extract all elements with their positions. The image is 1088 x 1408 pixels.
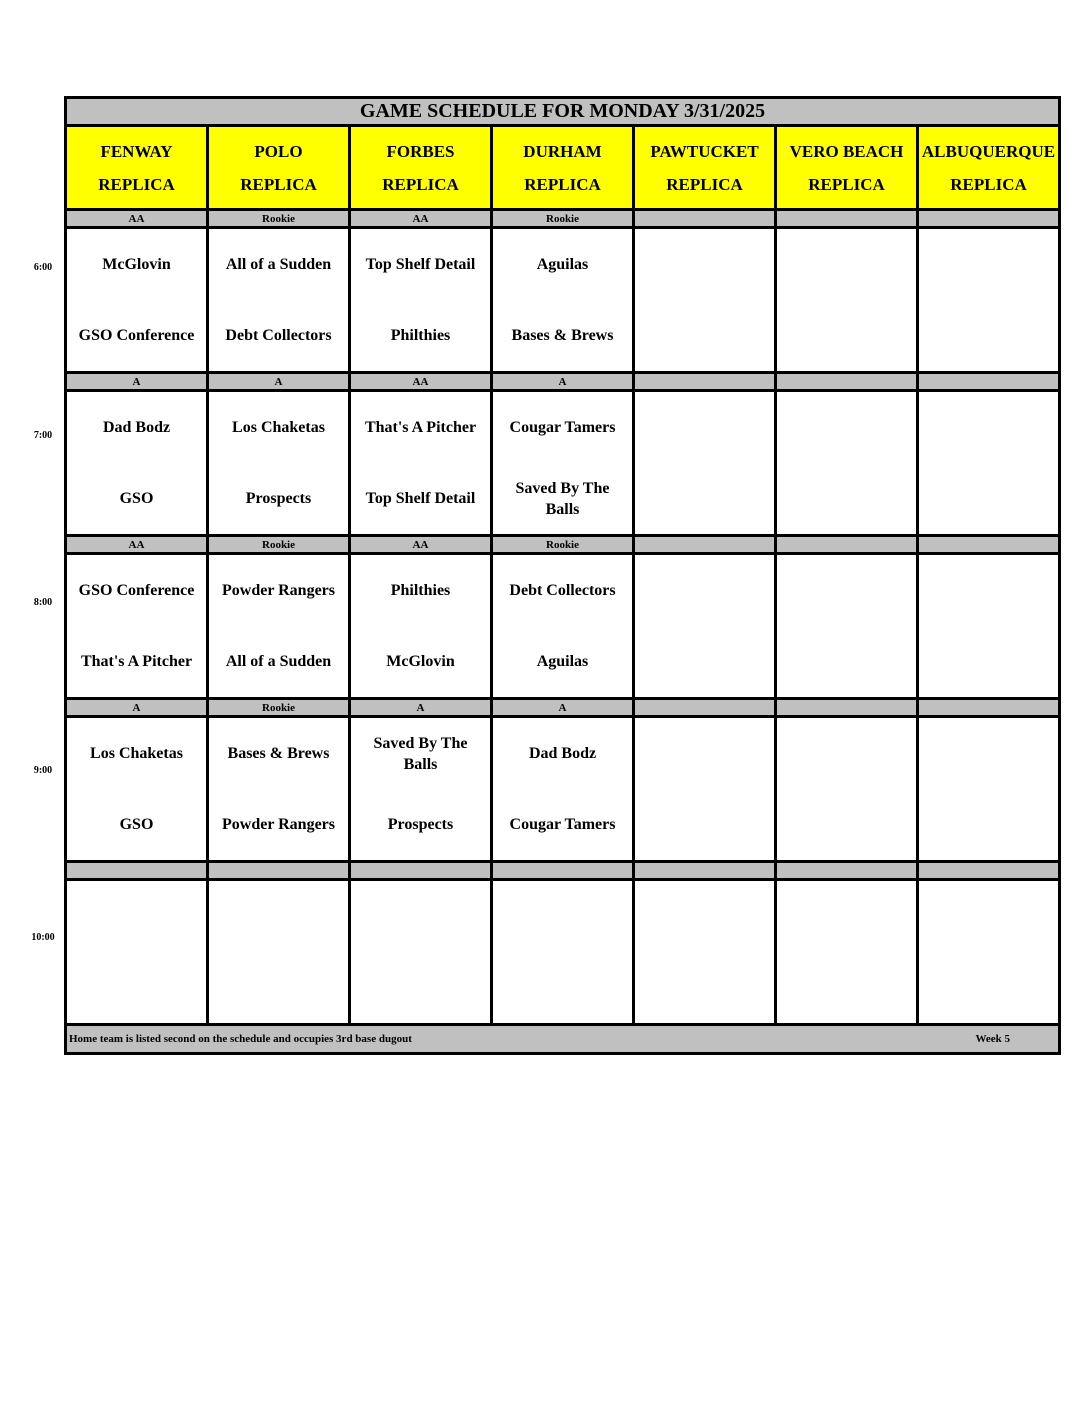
game-cell (634, 554, 776, 699)
field-subtitle: REPLICA (240, 174, 317, 194)
home-team: McGlovin (386, 653, 455, 670)
game-cell (208, 554, 350, 699)
game-cell (208, 391, 350, 536)
away-team (777, 555, 916, 626)
home-team (919, 463, 1058, 534)
game-cell (208, 717, 350, 862)
game-row (66, 554, 1060, 699)
division-level (634, 536, 776, 554)
time-label: 9:00 (33, 765, 53, 776)
game-cell (776, 554, 918, 699)
game-cell (350, 391, 492, 536)
division-level (918, 699, 1060, 717)
away-team: Debt Collectors (509, 582, 616, 599)
home-team: Cougar Tamers (509, 816, 616, 833)
away-team (635, 555, 774, 626)
game-cell (66, 228, 208, 373)
away-team (67, 881, 206, 952)
game-cell (918, 880, 1060, 1025)
home-team: Bases & Brews (511, 327, 614, 344)
footer-content (67, 1033, 1058, 1045)
field-name: FENWAY (100, 141, 173, 161)
level-row (66, 862, 1060, 880)
home-team (209, 952, 348, 1023)
division-level: Rookie (208, 210, 350, 228)
division-level: A (208, 373, 350, 391)
game-cell (918, 554, 1060, 699)
away-team (919, 881, 1058, 952)
field-subtitle: REPLICA (98, 174, 175, 194)
division-level (918, 862, 1060, 880)
home-team: All of a Sudden (225, 653, 332, 670)
game-row (66, 880, 1060, 1025)
game-row (66, 717, 1060, 862)
home-team (919, 626, 1058, 697)
field-header (918, 126, 1060, 210)
away-team: All of a Sudden (225, 256, 332, 273)
away-team (777, 881, 916, 952)
home-team (777, 463, 916, 534)
division-level: AA (350, 536, 492, 554)
game-cell (634, 717, 776, 862)
game-cell (66, 554, 208, 699)
division-level: Rookie (208, 536, 350, 554)
division-level (634, 210, 776, 228)
away-team: McGlovin (102, 256, 171, 273)
schedule-title: GAME SCHEDULE FOR MONDAY 3/31/2025 (66, 98, 1060, 126)
division-level (776, 699, 918, 717)
field-subtitle: REPLICA (808, 174, 885, 194)
away-team: Powder Rangers (221, 582, 336, 599)
away-team: Cougar Tamers (509, 419, 616, 436)
field-name: DURHAM (523, 141, 602, 161)
game-cell (492, 391, 634, 536)
division-level (350, 862, 492, 880)
game-row (66, 228, 1060, 373)
game-cell (66, 391, 208, 536)
game-cell (776, 228, 918, 373)
field-subtitle: REPLICA (666, 174, 743, 194)
home-team: GSO (119, 816, 154, 833)
game-cell (66, 717, 208, 862)
home-team: Powder Rangers (221, 816, 336, 833)
division-level: A (492, 699, 634, 717)
division-level (208, 862, 350, 880)
game-cell (208, 880, 350, 1025)
game-cell (492, 554, 634, 699)
level-row (66, 210, 1060, 228)
field-subtitle: REPLICA (950, 174, 1027, 194)
away-team (635, 881, 774, 952)
game-cell (350, 880, 492, 1025)
game-cell (776, 880, 918, 1025)
away-team (777, 392, 916, 463)
away-team (919, 555, 1058, 626)
home-team: Saved By The Balls (515, 479, 610, 518)
division-level (918, 373, 1060, 391)
time-label: 8:00 (33, 597, 53, 608)
time-label: 6:00 (33, 262, 53, 273)
division-level (776, 862, 918, 880)
away-team (209, 881, 348, 952)
game-cell (492, 717, 634, 862)
away-team (777, 718, 916, 789)
home-team: GSO Conference (78, 327, 195, 344)
game-cell (350, 554, 492, 699)
game-cell (776, 717, 918, 862)
division-level (776, 373, 918, 391)
field-name: FORBES (386, 141, 455, 161)
away-team (777, 229, 916, 300)
game-cell (634, 391, 776, 536)
home-team (635, 789, 774, 860)
field-header (492, 126, 634, 210)
home-team (777, 952, 916, 1023)
home-team (351, 952, 490, 1023)
week-label: Week 5 (975, 1033, 1010, 1045)
home-team: GSO (119, 490, 154, 507)
field-name: POLO (254, 141, 303, 161)
home-team: Philthies (390, 327, 451, 344)
away-team (635, 229, 774, 300)
away-team: Los Chaketas (232, 419, 325, 436)
field-name: PAWTUCKET (650, 141, 759, 161)
home-team (919, 789, 1058, 860)
level-row (66, 699, 1060, 717)
division-level (66, 862, 208, 880)
home-team (67, 952, 206, 1023)
home-team (635, 626, 774, 697)
time-label: 10:00 (31, 932, 55, 943)
home-team: That's A Pitcher (80, 653, 193, 670)
field-name: ALBUQUERQUE (921, 141, 1056, 161)
home-team: Aguilas (536, 653, 589, 670)
away-team: Top Shelf Detail (365, 256, 476, 273)
game-cell (776, 391, 918, 536)
home-team: Prospects (245, 490, 312, 507)
game-cell (492, 228, 634, 373)
away-team (919, 718, 1058, 789)
field-header (66, 126, 208, 210)
field-header-row (66, 126, 1060, 210)
game-cell (350, 717, 492, 862)
home-team (635, 300, 774, 371)
division-level: AA (66, 536, 208, 554)
field-subtitle: REPLICA (524, 174, 601, 194)
division-level (492, 862, 634, 880)
schedule-table (64, 96, 1061, 1055)
away-team (635, 718, 774, 789)
away-team (919, 392, 1058, 463)
division-level: A (350, 699, 492, 717)
division-level (918, 210, 1060, 228)
division-level (918, 536, 1060, 554)
division-level: Rookie (492, 536, 634, 554)
field-header (350, 126, 492, 210)
home-team (919, 952, 1058, 1023)
division-level (776, 536, 918, 554)
field-name: VERO BEACH (789, 141, 904, 161)
away-team: Dad Bodz (528, 745, 597, 762)
division-level (634, 862, 776, 880)
home-team (635, 463, 774, 534)
footer (66, 1025, 1060, 1054)
away-team: That's A Pitcher (364, 419, 477, 436)
away-team (351, 881, 490, 952)
away-team: Aguilas (536, 256, 589, 273)
away-team: Saved By The Balls (373, 734, 468, 773)
game-cell (918, 228, 1060, 373)
home-team (493, 952, 632, 1023)
level-row (66, 536, 1060, 554)
field-subtitle: REPLICA (382, 174, 459, 194)
home-team: Debt Collectors (225, 327, 332, 344)
home-team (777, 300, 916, 371)
field-header (634, 126, 776, 210)
away-team: Los Chaketas (90, 745, 183, 762)
away-team: Dad Bodz (102, 419, 171, 436)
game-cell (492, 880, 634, 1025)
game-cell (350, 228, 492, 373)
game-row (66, 391, 1060, 536)
away-team (493, 881, 632, 952)
division-level: A (66, 373, 208, 391)
away-team (919, 229, 1058, 300)
field-header (208, 126, 350, 210)
level-row (66, 373, 1060, 391)
time-label: 7:00 (33, 430, 53, 441)
home-team (635, 952, 774, 1023)
division-level: AA (350, 373, 492, 391)
game-cell (634, 228, 776, 373)
away-team: Bases & Brews (227, 745, 330, 762)
game-cell (208, 228, 350, 373)
game-cell (918, 391, 1060, 536)
home-team (777, 789, 916, 860)
home-team (777, 626, 916, 697)
home-team: Prospects (387, 816, 454, 833)
division-level: AA (350, 210, 492, 228)
game-cell (66, 880, 208, 1025)
division-level: Rookie (492, 210, 634, 228)
home-team: Top Shelf Detail (365, 490, 476, 507)
division-level (776, 210, 918, 228)
home-team (919, 300, 1058, 371)
division-level: AA (66, 210, 208, 228)
division-level: Rookie (208, 699, 350, 717)
footer-row (66, 1025, 1060, 1054)
division-level (634, 699, 776, 717)
away-team (635, 392, 774, 463)
division-level: A (492, 373, 634, 391)
division-level (634, 373, 776, 391)
footer-note: Home team is listed second on the schedule and occupies 3rd base dugout (69, 1033, 412, 1045)
game-cell (918, 717, 1060, 862)
division-level: A (66, 699, 208, 717)
field-header (776, 126, 918, 210)
game-cell (634, 880, 776, 1025)
away-team: Philthies (390, 582, 451, 599)
away-team: GSO Conference (78, 582, 195, 599)
